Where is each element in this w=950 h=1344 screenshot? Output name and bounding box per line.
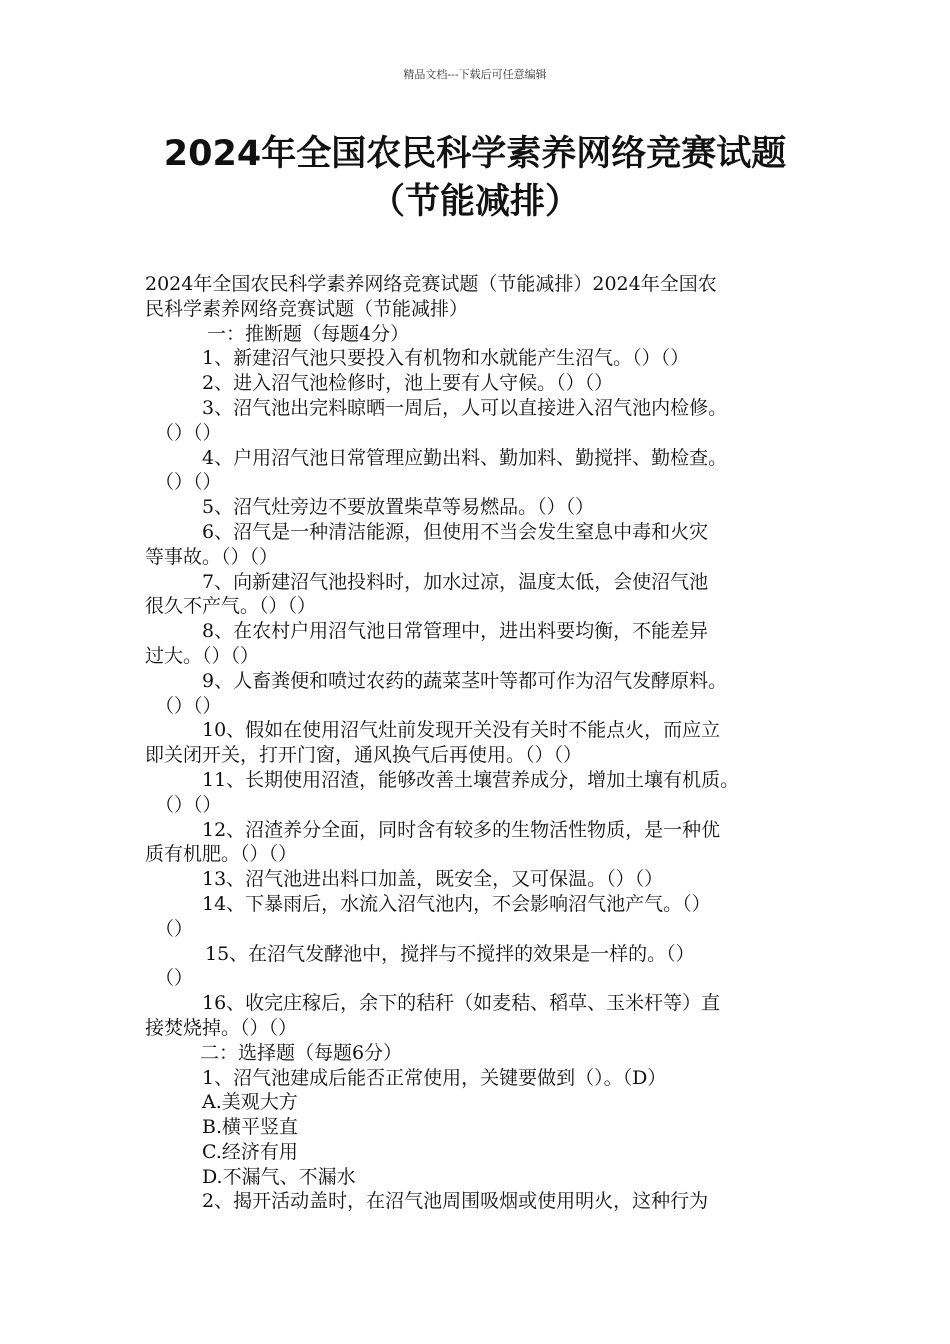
option-line: B.横平竖直 (202, 1116, 299, 1139)
question-line: 1、新建沼气池只要投入有机物和水就能产生沼气。（）（） (202, 347, 690, 370)
question-line: （） (155, 917, 194, 940)
question-line: 等事故。（）（） (145, 545, 279, 568)
question-line: （）（） (155, 694, 222, 717)
question-line: 14、下暴雨后，水流入沼气池内，不会影响沼气池产气。（） (202, 892, 711, 915)
question-line: （）（） (155, 471, 222, 494)
question-line: 8、在农村户用沼气池日常管理中，进出料要均衡，不能差异 (202, 620, 709, 643)
question-line: 很久不产气。（）（） (145, 595, 317, 618)
question-line: 5、沼气灶旁边不要放置柴草等易燃品。（）（） (202, 496, 595, 519)
question-line: 3、沼气池出完料晾晒一周后，人可以直接进入沼气池内检修。 (202, 396, 728, 419)
question-line: 接焚烧掉。（）（） (145, 1016, 298, 1039)
option-line: A.美观大方 (202, 1091, 298, 1114)
document-title: 2024年全国农民科学素养网络竞赛试题 (163, 134, 787, 174)
question-line: 1、沼气池建成后能否正常使用，关键要做到（）。（D） (202, 1066, 667, 1089)
question-line: （）（） (155, 793, 222, 816)
intro-line: 2024年全国农民科学素养网络竞赛试题（节能减排）2024年全国农 (145, 273, 717, 295)
option-line: D.不漏气、不漏水 (202, 1165, 356, 1188)
section-heading-judgement: 一：推断题（每题4分） (207, 322, 410, 345)
question-line: 13、沼气池进出料口加盖，既安全，又可保温。（）（） (202, 868, 664, 891)
question-line: 11、长期使用沼渣，能够改善土壤营养成分，增加土壤有机质。 (202, 768, 740, 791)
document-subtitle: （节能减排） (369, 182, 580, 222)
question-line: 2、揭开活动盖时，在沼气池周围吸烟或使用明火，这种行为 (202, 1190, 709, 1213)
intro-line: 民科学素养网络竞赛试题（节能减排） (145, 297, 469, 320)
question-line: 4、户用沼气池日常管理应勤出料、勤加料、勤搅拌、勤检查。 (202, 446, 728, 469)
question-line: 6、沼气是一种清洁能源，但使用不当会发生窒息中毒和火灾 (202, 520, 709, 543)
question-line: 7、向新建沼气池投料时，加水过凉，温度太低，会使沼气池 (202, 570, 709, 593)
question-line: 过大。（）（） (145, 644, 260, 667)
question-line: 质有机肥。（）（） (145, 843, 298, 866)
question-line: 9、人畜粪便和喷过农药的蔬菜茎叶等都可作为沼气发酵原料。 (202, 669, 728, 692)
question-line: 16、收完庄稼后，余下的秸秆（如麦秸、稻草、玉米杆等）直 (202, 992, 721, 1015)
question-line: 即关闭开关，打开门窗，通风换气后再使用。（）（） (145, 744, 583, 767)
question-line: 12、沼渣养分全面，同时含有较多的生物活性物质，是一种优 (202, 818, 721, 841)
question-line: （）（） (155, 421, 222, 444)
question-line: 15、在沼气发酵池中，搅拌与不搅拌的效果是一样的。（） (205, 942, 695, 965)
document-body (145, 272, 815, 1214)
option-line: C.经济有用 (202, 1140, 298, 1163)
section-heading-choice: 二：选择题（每题6分） (200, 1041, 403, 1064)
question-line: 2、进入沼气池检修时，池上要有人守候。（）（） (202, 372, 614, 395)
header-note: 精品文档---下载后可任意编辑 (403, 68, 547, 81)
question-line: （） (155, 967, 194, 990)
question-line: 10、假如在使用沼气灶前发现开关没有关时不能点火，而应立 (202, 719, 721, 742)
